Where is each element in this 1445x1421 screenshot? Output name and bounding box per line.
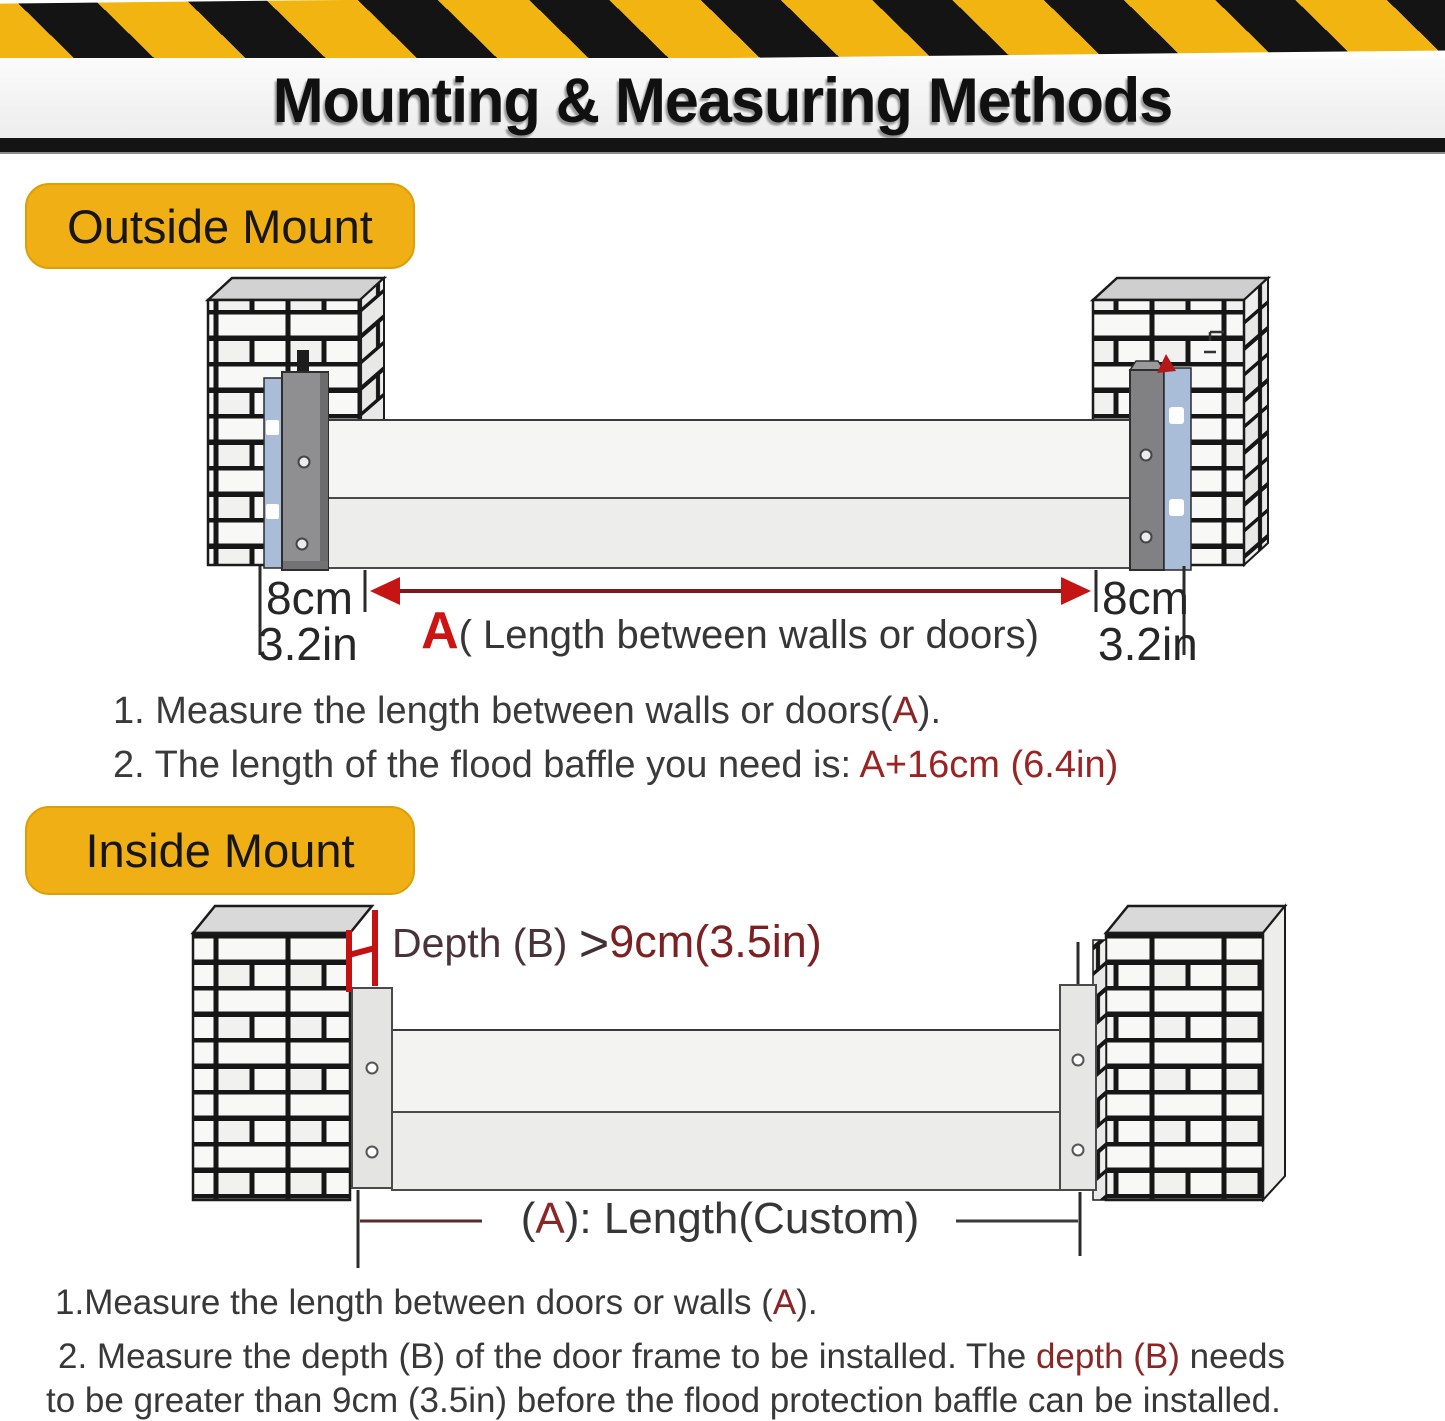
- inside-right-channel: [1060, 942, 1096, 1190]
- seal-rail-blue: [1164, 368, 1191, 570]
- inside-step-2: 2. Measure the depth (B) of the door frame to be installed. The depth (B) needs: [58, 1337, 1286, 1376]
- inside-step-1: 1.Measure the length between doors or walls (A).: [55, 1283, 818, 1322]
- channel-bevel: [1130, 361, 1164, 370]
- outside-right-channel: [1130, 354, 1191, 570]
- screw: [1141, 532, 1152, 543]
- outside-step-2: 2. The length of the flood baffle you need is: A+16cm (6.4in): [113, 744, 1119, 786]
- pillar-top-face: [193, 906, 372, 933]
- screw-hole: [1073, 1055, 1084, 1066]
- right-offset-in: 3.2in: [1098, 618, 1198, 670]
- rail-clip: [1169, 499, 1184, 516]
- pillar-front-face: [1106, 933, 1263, 1200]
- outside-left-channel: [264, 372, 328, 570]
- screw: [1141, 450, 1152, 461]
- inside-flood-barrier: [392, 1030, 1060, 1190]
- rail-clip: [266, 420, 279, 435]
- pillar-top-face: [208, 278, 384, 300]
- inside-mount-badge-label: Inside Mount: [85, 824, 355, 877]
- seal-rail-blue: [264, 378, 282, 568]
- pillar-front-face: [193, 933, 350, 1200]
- barrier-panel-bottom: [328, 498, 1132, 568]
- screw-hole: [367, 1063, 378, 1074]
- screw: [297, 539, 308, 550]
- outside-flood-barrier: [328, 420, 1132, 568]
- left-offset-cm: 8cm: [266, 572, 353, 624]
- outside-step-1: 1. Measure the length between walls or doors(A).: [113, 690, 942, 732]
- channel-cap: [283, 561, 328, 569]
- mount-channel: [1060, 985, 1096, 1190]
- pillar-top-face: [1106, 906, 1285, 933]
- rail-clip: [266, 504, 279, 519]
- screw-hole: [367, 1147, 378, 1158]
- inside-left-channel: [352, 988, 392, 1188]
- custom-length-label: (A): Length(Custom): [520, 1194, 920, 1243]
- depth-label: Depth (B) >9cm(3.5in): [392, 915, 822, 973]
- dimension-a: A: [421, 602, 459, 660]
- channel-shadow-edge: [320, 373, 328, 569]
- pillar-top-face: [1093, 278, 1268, 300]
- rail-clip: [1169, 407, 1184, 424]
- barrier-panel-bottom: [392, 1112, 1060, 1190]
- page-title: Mounting & Measuring Methods: [272, 66, 1173, 136]
- screw-hole: [1073, 1145, 1084, 1156]
- barrier-panel-top: [392, 1030, 1060, 1112]
- inside-right-brick-pillar: [1093, 906, 1285, 1200]
- barrier-panel-top: [328, 420, 1132, 498]
- inside-step-2-cont: to be greater than 9cm (3.5in) before the flood protection baffle can be installed.: [46, 1381, 1281, 1420]
- right-offset-cm: 8cm: [1102, 572, 1189, 624]
- pillar-side-face: [1263, 906, 1285, 1200]
- inside-left-brick-pillar: [193, 906, 372, 1200]
- outside-mount-badge-label: Outside Mount: [67, 199, 373, 253]
- pillar-side-face: [1244, 278, 1268, 565]
- left-offset-in: 3.2in: [258, 618, 358, 670]
- screw: [299, 457, 310, 468]
- span-length-label: A( Length between walls or doors): [421, 602, 1039, 660]
